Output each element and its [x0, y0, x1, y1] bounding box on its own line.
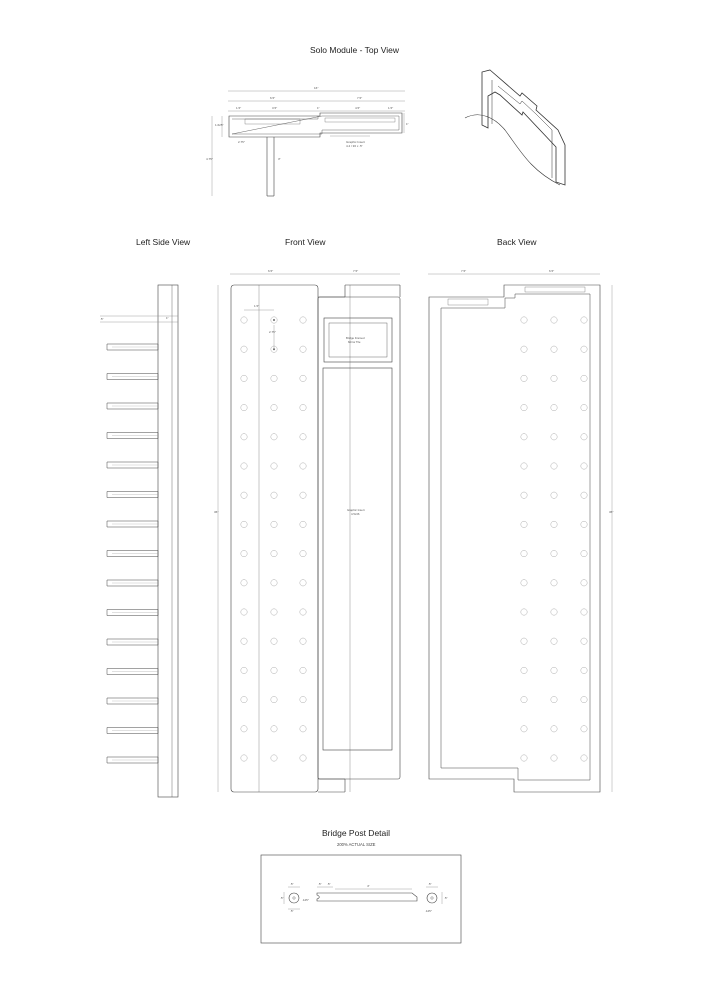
front-hole [300, 346, 306, 352]
back-hole [521, 667, 527, 673]
back-hole [551, 521, 557, 527]
back-hole [551, 375, 557, 381]
back-hole [551, 726, 557, 732]
back-hole [521, 550, 527, 556]
back-hole [551, 667, 557, 673]
side-view-peg [107, 462, 158, 468]
side-view-pegs [107, 344, 158, 763]
bridge-post-detail-title: Bridge Post Detail [322, 828, 391, 838]
side-view-peg [107, 698, 158, 704]
front-hole [271, 550, 277, 556]
front-hole [271, 580, 277, 586]
front-hole [241, 434, 247, 440]
back-hole [581, 375, 587, 381]
back-hole [581, 550, 587, 556]
top-view-stand-depth: 3" [278, 157, 281, 161]
side-view-peg [107, 521, 158, 527]
top-view-dim-b: 3.5" [272, 106, 278, 110]
back-hole [581, 317, 587, 323]
back-hole [551, 434, 557, 440]
back-hole [521, 696, 527, 702]
front-hole [271, 434, 277, 440]
back-view-title: Back View [497, 237, 537, 247]
back-hole [551, 755, 557, 761]
front-hole [271, 609, 277, 615]
front-hole [241, 550, 247, 556]
back-hole [521, 346, 527, 352]
back-hole [551, 492, 557, 498]
top-view-dim-e: 1.5" [388, 106, 394, 110]
front-hole [241, 346, 247, 352]
front-hole [271, 667, 277, 673]
front-hole [271, 638, 277, 644]
front-hole-center [273, 319, 275, 321]
perspective-sketch [465, 70, 565, 185]
back-view-height: 36" [609, 510, 614, 514]
front-hole [271, 463, 277, 469]
side-view-dim-left: .5" [100, 317, 104, 321]
top-view-dim-a: 1.5" [236, 106, 242, 110]
back-hole [551, 404, 557, 410]
bridge-post-dim-neck-b: .5" [327, 882, 331, 886]
back-hole [521, 638, 527, 644]
bridge-post-dim-right: .5" [428, 882, 432, 886]
front-hole [300, 696, 306, 702]
back-hole [551, 550, 557, 556]
front-hole [241, 667, 247, 673]
front-hole [300, 550, 306, 556]
front-view-title: Front View [285, 237, 326, 247]
top-view-depth: 1.625" [215, 123, 224, 127]
back-hole [551, 638, 557, 644]
bridge-post-length: 4" [367, 884, 370, 888]
back-hole [581, 492, 587, 498]
front-view-dim-left-width: 6.5" [268, 269, 274, 273]
front-hole [300, 463, 306, 469]
back-hole [581, 521, 587, 527]
top-view-inset-note: Graphic Insert 4.4 / 36 x .5" [346, 140, 365, 148]
bridge-post-detail-drawing [261, 855, 461, 943]
left-side-view-title: Left Side View [136, 237, 191, 247]
bridge-post-dim-circle: .5" [290, 882, 294, 886]
front-hole [300, 667, 306, 673]
top-view-dim-d: 4.5" [355, 106, 361, 110]
back-hole [581, 667, 587, 673]
side-view-peg [107, 492, 158, 498]
front-hole [241, 696, 247, 702]
top-view-title: Solo Module - Top View [310, 45, 399, 55]
back-hole [581, 755, 587, 761]
front-hole [300, 755, 306, 761]
top-view-post-note: 2.75" [238, 140, 245, 144]
back-hole [551, 346, 557, 352]
front-hole [241, 404, 247, 410]
side-view-peg [107, 757, 158, 763]
mirror-tile-label-1: Bridge Framed [346, 336, 365, 340]
front-hole [241, 375, 247, 381]
front-view-dim-vert-spacing: 2.75" [269, 330, 276, 334]
side-view-peg [107, 728, 158, 734]
front-hole [271, 521, 277, 527]
top-view-overall-width: 16" [314, 86, 319, 90]
front-hole [300, 404, 306, 410]
back-hole [521, 726, 527, 732]
mirror-tile-label-2: Mirror Tile [348, 340, 361, 344]
back-hole [551, 580, 557, 586]
front-hole [241, 492, 247, 498]
back-hole [521, 375, 527, 381]
back-hole [581, 346, 587, 352]
front-hole [241, 521, 247, 527]
top-view-dim-left: 6.5" [270, 96, 276, 100]
side-view-peg [107, 403, 158, 409]
back-hole [581, 463, 587, 469]
top-view-dim-right: 7.5" [357, 96, 363, 100]
front-hole [241, 609, 247, 615]
back-hole [551, 609, 557, 615]
back-hole [581, 638, 587, 644]
back-hole [581, 434, 587, 440]
front-hole [241, 580, 247, 586]
graphic-insert-label-2: 4.5x36 [351, 512, 360, 516]
back-hole [521, 521, 527, 527]
front-hole [300, 609, 306, 615]
back-hole [551, 696, 557, 702]
back-hole [521, 755, 527, 761]
front-hole [300, 375, 306, 381]
front-hole [271, 755, 277, 761]
back-hole [551, 317, 557, 323]
front-view-dim-right-width: 7.5" [353, 269, 359, 273]
back-hole [581, 580, 587, 586]
back-hole [521, 434, 527, 440]
left-side-view-drawing [100, 285, 178, 797]
back-hole [581, 696, 587, 702]
bridge-post-dim-left-side: .5" [280, 896, 284, 900]
back-hole [521, 463, 527, 469]
side-view-peg [107, 551, 158, 557]
bridge-post-scale-note: 200% ACTUAL SIZE [337, 842, 376, 847]
back-hole [521, 404, 527, 410]
front-hole [271, 696, 277, 702]
front-hole [241, 755, 247, 761]
side-view-peg [107, 344, 158, 350]
back-view-holes [521, 317, 587, 761]
front-hole [241, 638, 247, 644]
back-hole [521, 580, 527, 586]
front-view-holes [241, 317, 306, 761]
side-view-peg [107, 639, 158, 645]
side-view-peg [107, 610, 158, 616]
front-hole [300, 638, 306, 644]
back-view-drawing [428, 274, 612, 792]
bridge-post-dim-neck-a: .5" [318, 882, 322, 886]
bridge-post-hole-right: .125" [425, 909, 432, 913]
front-hole [271, 404, 277, 410]
front-hole [300, 317, 306, 323]
bridge-post-dim-right-side: .5" [444, 896, 448, 900]
graphic-insert-label-1: Graphic Insert [347, 508, 365, 512]
back-hole [581, 726, 587, 732]
front-hole [271, 492, 277, 498]
front-hole-center [273, 348, 275, 350]
front-hole [300, 434, 306, 440]
back-hole [551, 463, 557, 469]
back-hole [581, 609, 587, 615]
front-hole [300, 492, 306, 498]
front-hole [241, 463, 247, 469]
back-view-dim-right-width: 6.5" [549, 269, 555, 273]
side-view-peg [107, 580, 158, 586]
back-hole [521, 609, 527, 615]
top-view-dim-c: 1" [317, 106, 320, 110]
front-view-height: 36" [214, 510, 219, 514]
front-hole [271, 726, 277, 732]
back-hole [521, 492, 527, 498]
side-view-peg [107, 669, 158, 675]
side-view-dim-top: 1" [166, 316, 169, 320]
front-hole [271, 375, 277, 381]
side-view-peg [107, 433, 158, 439]
front-hole [300, 580, 306, 586]
top-view-depth-right: 1" [406, 122, 409, 126]
back-view-dim-left-width: 7.5" [461, 269, 467, 273]
front-view-dim-spacing: 1.5" [254, 304, 260, 308]
back-hole [521, 317, 527, 323]
side-view-peg [107, 374, 158, 380]
bridge-post-dim-circle-bottom: .5" [290, 909, 294, 913]
front-view-drawing [218, 274, 400, 792]
front-hole [241, 726, 247, 732]
back-hole [581, 404, 587, 410]
front-hole [300, 521, 306, 527]
bridge-post-hole-left: .125" [302, 898, 309, 902]
front-hole [241, 317, 247, 323]
top-view-stand-len: 4.75" [206, 157, 213, 161]
front-hole [300, 726, 306, 732]
